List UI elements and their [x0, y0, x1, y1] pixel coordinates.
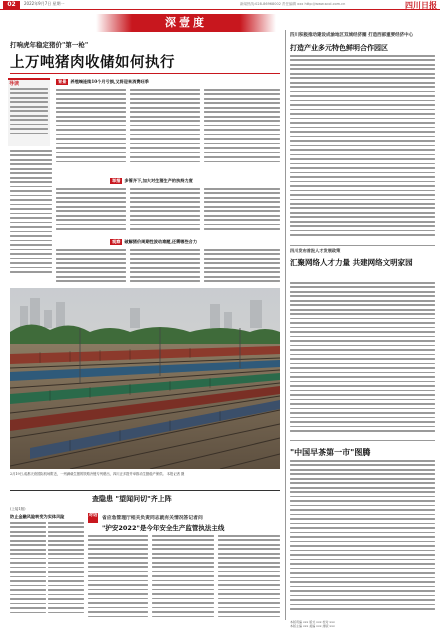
subhead-3-title: 破解猪价周期性波动难题,还需哪些合力 — [124, 239, 198, 244]
subhead-2-tag: 举措 — [112, 178, 121, 183]
bottom-mid-headline: "护安2022"是今年安全生产监管执法主线 — [102, 524, 225, 532]
article-col-2b — [130, 89, 200, 167]
sidebar-text — [10, 88, 48, 140]
masthead-logo: 四川日报 — [405, 0, 437, 10]
article-col-3b — [130, 188, 200, 236]
page-footer — [290, 620, 436, 628]
subhead-1-tag: 背景 — [58, 79, 67, 84]
bottom-left-continued: (上接1版) — [10, 507, 26, 511]
article-col-3c — [204, 188, 280, 236]
subhead-3 — [110, 239, 197, 245]
bottom-rule — [10, 490, 280, 491]
right-story-3-body — [290, 460, 435, 615]
article-col-4c — [204, 249, 280, 285]
footer-line-2: 本版主编 xxx 美编 xxx 排版 xxx — [290, 624, 335, 628]
right-story-2-body — [290, 282, 435, 437]
subhead-1-title: 养殖端连续10个月亏损,又将迎来消费旺季 — [70, 79, 149, 84]
bottom-left-headline: 查隐患 "望闻问切"齐上阵 — [92, 495, 172, 503]
bottom-left-subtitle: 防止金融风险转变为实体风险 — [10, 514, 65, 519]
dialogue-tag — [88, 513, 98, 523]
bottom-col-5 — [218, 535, 280, 622]
page-number: 02 — [7, 1, 16, 8]
headline-rule — [10, 73, 280, 74]
article-col-2a — [56, 89, 126, 167]
footer-line-1: 本版责编 xxx 版式 xxx 校对 xxx — [290, 620, 335, 624]
subhead-1 — [56, 79, 149, 85]
lead-headline: 上万吨猪肉收储如何执行 — [10, 55, 175, 71]
railway-photo-image — [10, 288, 280, 469]
photo-caption: 2月19日,成都天府国际机场附近，一列满载生猪的铁路冷链专列驶出，四川正多措并举推动生猪稳产保供。 本报记者 摄 — [10, 472, 185, 476]
column-divider — [285, 30, 286, 620]
bottom-col-1 — [10, 522, 46, 622]
bottom-col-3 — [88, 535, 148, 622]
bottom-col-2 — [48, 522, 84, 622]
subhead-2 — [110, 178, 193, 184]
right-story-3-headline: "中国早茶第一市"图腾 — [290, 448, 371, 457]
subhead-2-title: 多管齐下,加大对生猪生产的扶持力度 — [124, 178, 193, 183]
right-divider-2 — [290, 440, 435, 441]
article-col-3a — [56, 188, 126, 236]
right-story-1-body — [290, 55, 435, 243]
news-photo — [10, 288, 280, 469]
header-meta: 新闻热线:028-86968002 责任编辑 xxx http://www.scol.com.cn — [240, 2, 346, 6]
right-story-1-headline: 打造产业多元特色鲜明合作园区 — [290, 44, 388, 52]
page-number-badge — [3, 1, 20, 9]
page-header — [0, 0, 440, 10]
right-divider-1 — [290, 245, 435, 246]
right-story-1-kicker: 四川积极推动建设成渝地区双城经济圈 打造西部重要经济中心 — [290, 33, 414, 38]
article-col-2c — [204, 89, 280, 167]
sidebar-title: 导读 — [9, 81, 20, 87]
issue-date: 2022年9月7日 星期一 — [24, 1, 65, 6]
bottom-mid-kicker: 省应急管理厅相关负责同志就有关情况答记者问 — [102, 515, 203, 521]
bottom-col-4 — [152, 535, 214, 622]
subhead-3-tag: 观察 — [112, 239, 121, 244]
right-story-2-headline: 汇聚网络人才力量 共建网络文明家园 — [290, 258, 413, 267]
section-banner: 深壹度 — [96, 14, 276, 32]
article-col-4a — [56, 249, 126, 285]
article-col-4b — [130, 249, 200, 285]
right-story-2-kicker: 四川发布首批人才发展政策 — [290, 248, 341, 253]
dialogue-tag-label: 对话 — [88, 513, 98, 518]
lead-kicker: 打响虎年稳定猪价"第一枪" — [10, 41, 89, 49]
article-col-1 — [10, 150, 52, 280]
